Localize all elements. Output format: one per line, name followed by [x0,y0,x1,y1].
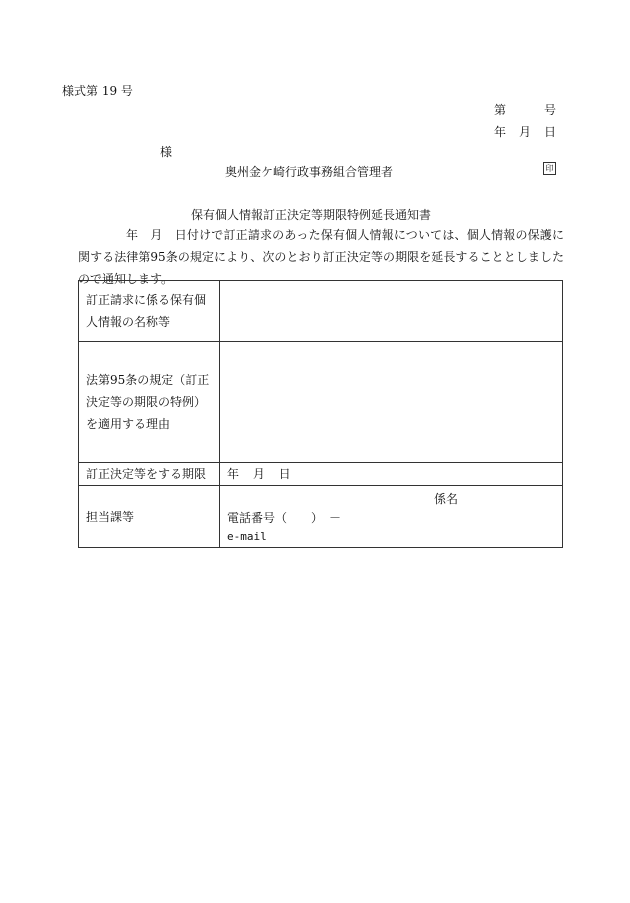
table-row [79,486,563,548]
label-department: 担当課等 [79,486,220,548]
issue-date-line [494,123,556,140]
document-title: 保有個人情報訂正決定等期限特例延長通知書 [191,208,432,222]
value-deadline-date: 年 月 日 [220,463,563,486]
value-contact-info [220,486,563,548]
date-month: 月 [518,125,531,139]
addressee-honorific: 様 [160,145,173,159]
table-row [79,281,563,342]
document-number-line [494,101,556,118]
section-name-label: 係名 [434,492,459,506]
phone-number-label: 電話番号（ ） － [227,511,342,525]
date-day: 日 [543,125,556,139]
issuer-name: 奥州金ケ崎行政事務組合管理者 [225,165,394,179]
seal-stamp-mark: 印 [543,162,556,175]
value-info-name [220,281,563,342]
notice-body-text: 年 月 日付けで訂正請求のあった保有個人情報については、個人情報の保護に関する法律第95条の規定により、次のとおり訂正決定等の期限を延長することとしましたので通知します。 [78,228,564,286]
notice-details-table [78,280,563,548]
doc-number-prefix: 第 [494,103,507,117]
table-row [79,463,563,486]
table-row [79,342,563,463]
doc-number-suffix: 号 [543,103,556,117]
label-deadline: 訂正決定等をする期限 [79,463,220,486]
label-extension-reason: 法第95条の規定（訂正決定等の期限の特例）を適用する理由 [79,342,220,463]
value-extension-reason [220,342,563,463]
date-year: 年 [494,125,507,139]
email-label: e-mail [227,530,267,543]
label-info-name: 訂正請求に係る保有個人情報の名称等 [79,281,220,342]
form-number: 様式第 19 号 [62,84,133,98]
